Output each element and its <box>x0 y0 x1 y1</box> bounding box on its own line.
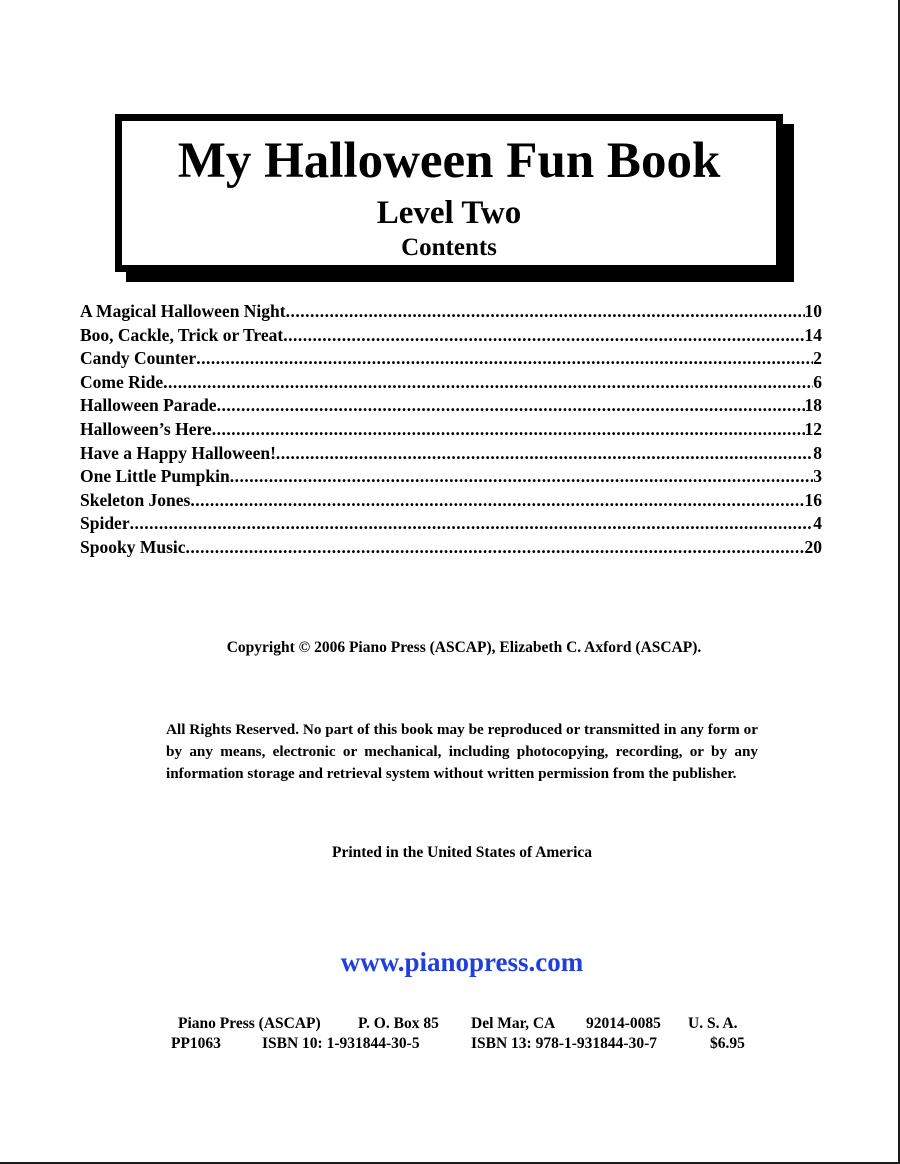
toc-entry-page: 16 <box>804 489 822 510</box>
book-level: Level Two <box>376 195 522 231</box>
toc-entry <box>80 371 822 395</box>
toc-entry-title: Spider <box>80 513 130 534</box>
toc-entry <box>80 394 822 418</box>
toc-leader-dots <box>286 300 805 324</box>
toc-leader-dots <box>130 512 814 536</box>
zip-code: 92014-0085 <box>586 1015 661 1032</box>
toc-entry-title: Skeleton Jones <box>80 489 191 510</box>
toc-entry-title: Halloween Parade <box>80 395 217 416</box>
title-box <box>115 114 783 272</box>
po-box: P. O. Box 85 <box>358 1015 439 1032</box>
contents-heading: Contents <box>401 234 497 261</box>
toc-entry-title: Candy Counter <box>80 348 197 369</box>
toc-entry-title: Halloween’s Here <box>80 418 212 439</box>
toc-entry-page: 10 <box>804 301 822 321</box>
toc-entry-page: 8 <box>813 442 822 463</box>
toc-entry-page: 2 <box>813 348 822 369</box>
toc-leader-dots <box>196 347 813 371</box>
toc-leader-dots <box>283 324 804 348</box>
country: U. S. A. <box>688 1015 738 1032</box>
price: $6.95 <box>710 1035 745 1052</box>
website-link[interactable]: www.pianopress.com <box>340 947 584 977</box>
toc-entry <box>80 465 822 489</box>
product-code: PP1063 <box>171 1035 221 1052</box>
toc-entry <box>80 347 822 371</box>
toc-entry-title: A Magical Halloween Night <box>80 301 286 321</box>
toc-entry-title: One Little Pumpkin <box>80 466 230 487</box>
toc-entry <box>80 418 822 442</box>
printed-in-notice: Printed in the United States of America <box>331 844 593 861</box>
toc-entry-page: 20 <box>804 536 822 557</box>
toc-entry-title: Come Ride <box>80 371 164 392</box>
publisher-name: Piano Press (ASCAP) <box>178 1015 321 1032</box>
toc-leader-dots <box>186 536 805 560</box>
toc-entry <box>80 300 822 324</box>
copyright-notice: Copyright © 2006 Piano Press (ASCAP), Elizabeth C. Axford (ASCAP). <box>226 639 702 656</box>
rights-reserved-notice: All Rights Reserved. No part of this book may be reproduced or transmitted in any form or by any means, electronic or mechanical, including photocopying, recording, or by any information storage and retrieval system without written permission from the publisher. <box>166 721 758 782</box>
city-state: Del Mar, CA <box>471 1015 556 1032</box>
toc-leader-dots <box>230 465 814 489</box>
toc-entry-page: 6 <box>813 371 822 392</box>
toc-entry-page: 18 <box>804 395 822 416</box>
toc-leader-dots <box>212 418 805 442</box>
toc-entry <box>80 442 822 466</box>
toc-entry-page: 12 <box>804 418 822 439</box>
isbn-10: ISBN 10: 1-931844-30-5 <box>262 1035 420 1052</box>
toc-entry-title: Have a Happy Halloween! <box>80 442 276 463</box>
toc-leader-dots <box>276 442 813 466</box>
toc-leader-dots <box>190 489 804 513</box>
isbn-13: ISBN 13: 978-1-931844-30-7 <box>471 1035 657 1052</box>
toc-entry-title: Boo, Cackle, Trick or Treat <box>80 324 284 345</box>
toc-entry <box>80 512 822 536</box>
toc-entry-page: 4 <box>813 513 822 534</box>
toc-entry-page: 3 <box>813 466 822 487</box>
toc-entry <box>80 536 822 560</box>
toc-entry-title: Spooky Music <box>80 536 186 557</box>
toc-entry <box>80 324 822 348</box>
toc-entry <box>80 489 822 513</box>
table-of-contents <box>80 300 822 560</box>
toc-leader-dots <box>217 394 805 418</box>
toc-leader-dots <box>163 371 813 395</box>
toc-entry-page: 14 <box>804 324 822 345</box>
book-title: My Halloween Fun Book <box>177 133 721 189</box>
